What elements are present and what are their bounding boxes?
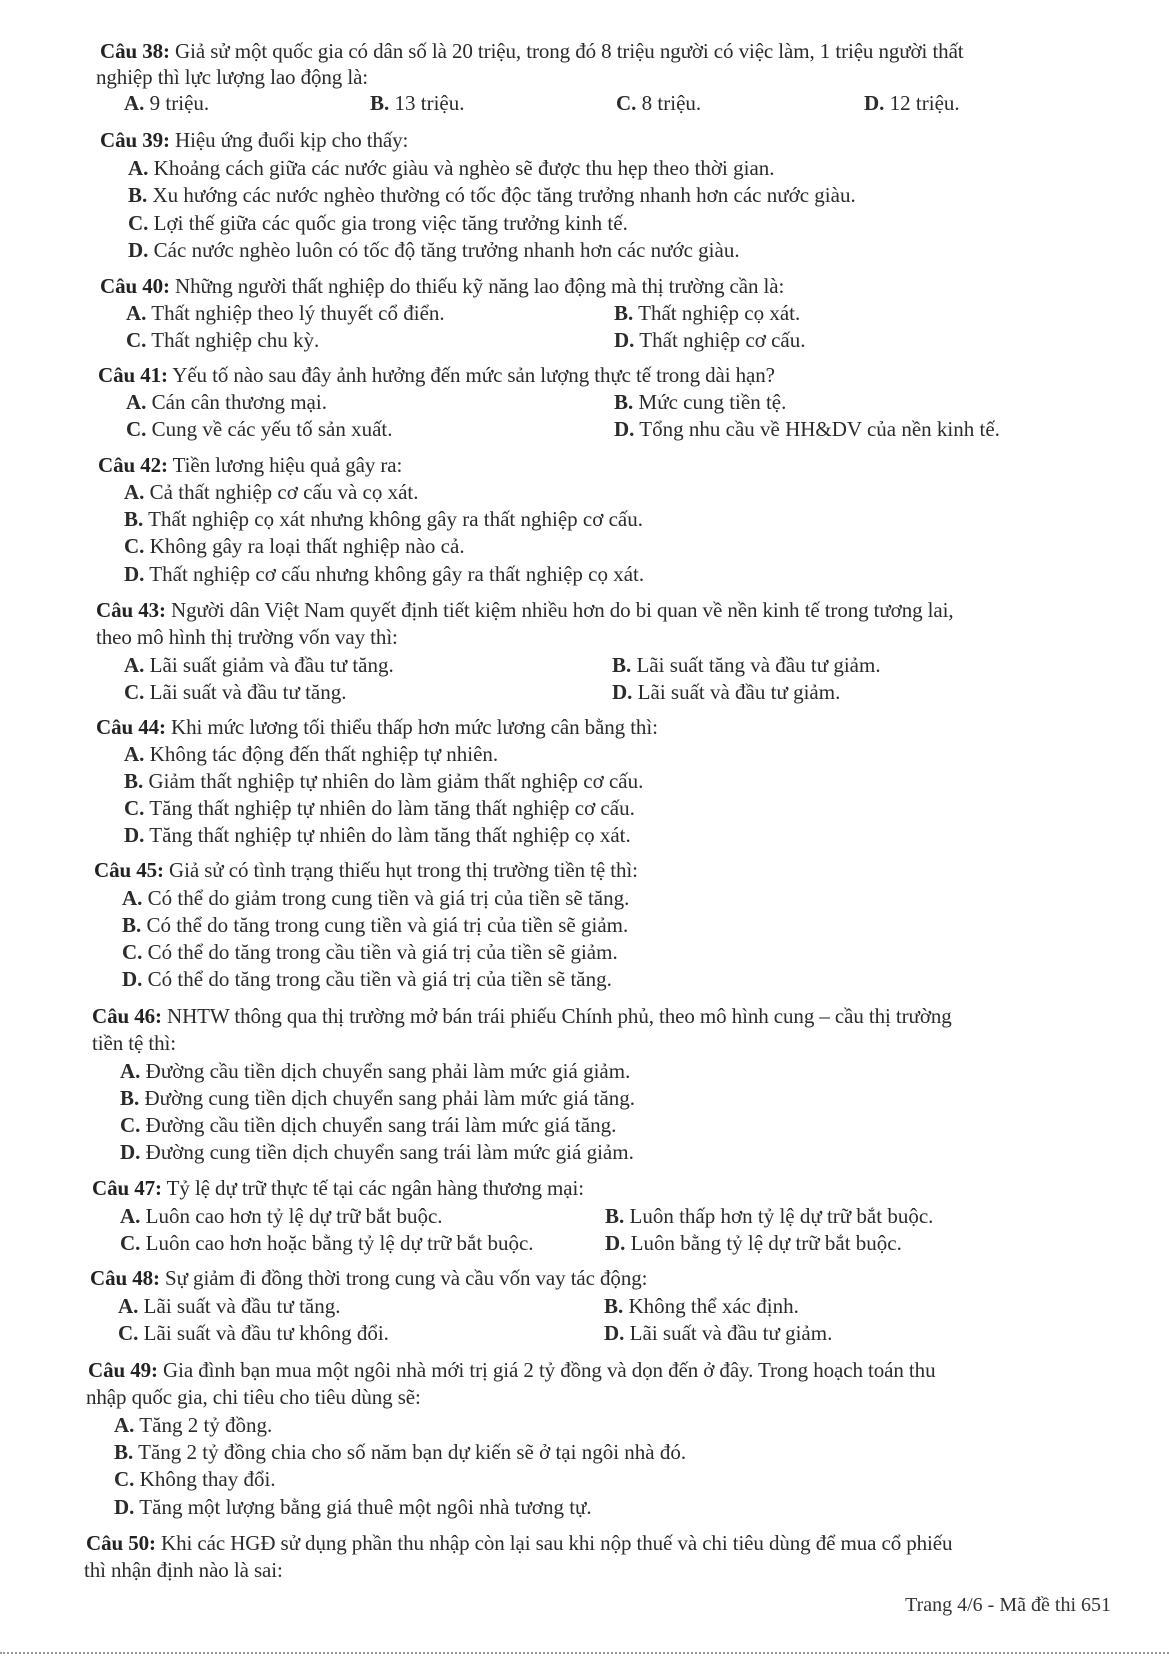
question-stem-text: NHTW thông qua thị trường mở bán trái phiếu Chính phủ, theo mô hình cung – cầu thị trường bbox=[167, 1004, 952, 1028]
option-text: 12 triệu. bbox=[889, 91, 960, 115]
option-text: Mức cung tiền tệ. bbox=[638, 390, 787, 414]
question-stem-text: Hiệu ứng đuổi kịp cho thấy: bbox=[175, 128, 409, 152]
question-number: Câu 49: bbox=[88, 1358, 158, 1382]
option-text: Tổng nhu cầu về HH&DV của nền kinh tế. bbox=[639, 417, 1000, 441]
question-48-option-d bbox=[604, 1320, 832, 1346]
option-letter: D. bbox=[605, 1231, 626, 1255]
question-stem-text: nhập quốc gia, chi tiêu cho tiêu dùng sẽ: bbox=[86, 1385, 421, 1409]
question-stem-text: tiền tệ thì: bbox=[92, 1031, 176, 1055]
question-number: Câu 46: bbox=[92, 1004, 162, 1028]
option-letter: A. bbox=[126, 390, 147, 414]
question-number: Câu 45: bbox=[94, 858, 164, 882]
question-49-option-a bbox=[114, 1412, 272, 1438]
option-text: Giảm thất nghiệp tự nhiên do làm giảm thất nghiệp cơ cấu. bbox=[148, 769, 644, 793]
option-text: Cung về các yếu tố sản xuất. bbox=[151, 417, 393, 441]
question-number: Câu 38: bbox=[100, 39, 170, 63]
question-49-option-c bbox=[114, 1466, 276, 1492]
option-text: Đường cầu tiền dịch chuyển sang trái làm mức giá tăng. bbox=[145, 1113, 617, 1137]
option-text: Luôn bằng tỷ lệ dự trữ bắt buộc. bbox=[630, 1231, 902, 1255]
option-letter: B. bbox=[120, 1086, 140, 1110]
question-number: Câu 40: bbox=[100, 274, 170, 298]
option-text: Có thể do tăng trong cung tiền và giá trị của tiền sẽ giảm. bbox=[146, 913, 629, 937]
option-text: Không thay đổi. bbox=[139, 1467, 276, 1491]
question-47-option-b bbox=[605, 1203, 933, 1229]
question-47-option-d bbox=[605, 1230, 902, 1256]
option-letter: C. bbox=[114, 1467, 135, 1491]
option-text: Đường cầu tiền dịch chuyển sang phải làm mức giá giảm. bbox=[145, 1059, 631, 1083]
option-letter: C. bbox=[122, 940, 143, 964]
question-41-option-a bbox=[126, 389, 327, 415]
option-text: Đường cung tiền dịch chuyển sang trái làm mức giá giảm. bbox=[145, 1140, 634, 1164]
option-letter: D. bbox=[128, 238, 149, 262]
option-letter: A. bbox=[120, 1059, 141, 1083]
question-40-option-b bbox=[614, 300, 800, 326]
option-letter: D. bbox=[604, 1321, 625, 1345]
option-letter: C. bbox=[126, 417, 147, 441]
question-number: Câu 42: bbox=[98, 453, 168, 477]
option-text: Luôn thấp hơn tỷ lệ dự trữ bắt buộc. bbox=[629, 1204, 934, 1228]
page-footer: Trang 4/6 - Mã đề thi 651 bbox=[905, 1594, 1111, 1616]
option-letter: D. bbox=[120, 1140, 141, 1164]
question-48-option-b bbox=[604, 1293, 799, 1319]
question-number: Câu 47: bbox=[92, 1176, 162, 1200]
option-letter: A. bbox=[126, 301, 147, 325]
question-stem-text: Người dân Việt Nam quyết định tiết kiệm nhiều hơn do bi quan về nền kinh tế trong tương lai, bbox=[171, 598, 954, 622]
question-stem-text: Giả sử có tình trạng thiếu hụt trong thị trường tiền tệ thì: bbox=[169, 858, 638, 882]
question-41-option-c bbox=[126, 416, 393, 442]
question-number: Câu 39: bbox=[100, 128, 170, 152]
question-number: Câu 44: bbox=[96, 715, 166, 739]
option-letter: A. bbox=[122, 886, 143, 910]
option-text: Cả thất nghiệp cơ cấu và cọ xát. bbox=[149, 480, 419, 504]
option-letter: C. bbox=[124, 534, 145, 558]
question-38-option-a bbox=[124, 90, 209, 116]
option-letter: A. bbox=[118, 1294, 139, 1318]
question-stem-text: thì nhận định nào là sai: bbox=[84, 1558, 283, 1582]
option-text: Không tác động đến thất nghiệp tự nhiên. bbox=[149, 742, 499, 766]
question-42-option-d bbox=[124, 561, 644, 587]
option-letter: C. bbox=[124, 680, 145, 704]
question-41-option-b bbox=[614, 389, 786, 415]
bottom-divider bbox=[0, 1652, 1169, 1654]
question-43-option-c bbox=[124, 679, 347, 705]
question-stem-text: Khi mức lương tối thiểu thấp hơn mức lương cân bằng thì: bbox=[171, 715, 658, 739]
question-46-option-d bbox=[120, 1139, 634, 1165]
question-41-option-d bbox=[614, 416, 1000, 442]
question-46-option-c bbox=[120, 1112, 616, 1138]
question-43-stem-line-1 bbox=[96, 597, 953, 623]
option-text: Thất nghiệp theo lý thuyết cổ điển. bbox=[151, 301, 445, 325]
question-44-stem bbox=[96, 714, 658, 740]
option-letter: B. bbox=[124, 507, 144, 531]
question-number: Câu 43: bbox=[96, 598, 166, 622]
option-letter: C. bbox=[616, 91, 637, 115]
question-stem-text: Tỷ lệ dự trữ thực tế tại các ngân hàng thương mại: bbox=[166, 1176, 584, 1200]
option-letter: D. bbox=[614, 417, 635, 441]
question-40-option-d bbox=[614, 327, 806, 353]
option-text: Không gây ra loại thất nghiệp nào cả. bbox=[149, 534, 465, 558]
question-38-option-c bbox=[616, 90, 701, 116]
question-48-stem bbox=[90, 1265, 647, 1291]
question-49-stem-line-2 bbox=[86, 1384, 421, 1410]
question-43-option-b bbox=[612, 652, 881, 678]
option-text: Không thể xác định. bbox=[628, 1294, 799, 1318]
option-letter: B. bbox=[124, 769, 144, 793]
question-47-stem bbox=[92, 1175, 584, 1201]
option-letter: B. bbox=[614, 390, 634, 414]
option-letter: D. bbox=[114, 1495, 135, 1519]
question-49-option-b bbox=[114, 1439, 686, 1465]
question-stem-text: Những người thất nghiệp do thiếu kỹ năng lao động mà thị trường cần là: bbox=[175, 274, 785, 298]
question-46-stem-line-2 bbox=[92, 1030, 176, 1056]
option-text: Đường cung tiền dịch chuyển sang phải làm mức giá tăng. bbox=[144, 1086, 636, 1110]
question-50-stem-line-2 bbox=[84, 1557, 283, 1583]
question-44-option-c bbox=[124, 795, 635, 821]
option-text: Lãi suất và đầu tư tăng. bbox=[149, 680, 347, 704]
option-letter: C. bbox=[120, 1231, 141, 1255]
option-letter: A. bbox=[124, 653, 145, 677]
question-49-stem-line-1 bbox=[88, 1357, 935, 1383]
question-38-option-b bbox=[370, 90, 465, 116]
question-44-option-b bbox=[124, 768, 643, 794]
option-letter: B. bbox=[370, 91, 390, 115]
question-44-option-d bbox=[124, 822, 631, 848]
option-text: Tăng 2 tỷ đồng chia cho số năm bạn dự kiến sẽ ở tại ngôi nhà đó. bbox=[138, 1440, 687, 1464]
option-letter: B. bbox=[128, 183, 148, 207]
question-47-option-a bbox=[120, 1203, 443, 1229]
option-letter: B. bbox=[114, 1440, 134, 1464]
question-45-option-b bbox=[122, 912, 628, 938]
option-text: Có thể do giảm trong cung tiền và giá trị của tiền sẽ tăng. bbox=[147, 886, 630, 910]
option-text: Xu hướng các nước nghèo thường có tốc độc tăng trưởng nhanh hơn các nước giàu. bbox=[152, 183, 856, 207]
question-42-option-b bbox=[124, 506, 643, 532]
option-letter: A. bbox=[128, 156, 149, 180]
option-text: Cán cân thương mại. bbox=[151, 390, 327, 414]
question-39-option-d bbox=[128, 237, 740, 263]
question-43-stem-line-2 bbox=[96, 624, 398, 650]
question-43-option-d bbox=[612, 679, 840, 705]
option-text: Luôn cao hơn tỷ lệ dự trữ bắt buộc. bbox=[145, 1204, 443, 1228]
question-40-option-c bbox=[126, 327, 319, 353]
question-stem-text: Sự giảm đi đồng thời trong cung và cầu vốn vay tác động: bbox=[165, 1266, 648, 1290]
option-letter: A. bbox=[114, 1413, 135, 1437]
option-letter: C. bbox=[128, 211, 149, 235]
option-text: Có thể do tăng trong cầu tiền và giá trị của tiền sẽ giảm. bbox=[147, 940, 618, 964]
option-text: Tăng thất nghiệp tự nhiên do làm tăng thất nghiệp cơ cấu. bbox=[149, 796, 635, 820]
option-text: Lãi suất và đầu tư không đổi. bbox=[143, 1321, 389, 1345]
option-text: Thất nghiệp chu kỳ. bbox=[151, 328, 320, 352]
option-letter: D. bbox=[122, 967, 143, 991]
option-text: Lãi suất tăng và đầu tư giảm. bbox=[636, 653, 881, 677]
question-46-option-a bbox=[120, 1058, 630, 1084]
option-letter: B. bbox=[604, 1294, 624, 1318]
question-49-option-d bbox=[114, 1494, 592, 1520]
option-letter: A. bbox=[124, 480, 145, 504]
question-stem-text: Yếu tố nào sau đây ảnh hưởng đến mức sản lượng thực tế trong dài hạn? bbox=[172, 363, 775, 387]
question-40-stem bbox=[100, 273, 784, 299]
question-47-option-c bbox=[120, 1230, 534, 1256]
question-number: Câu 50: bbox=[86, 1531, 156, 1555]
option-text: Lãi suất và đầu tư giảm. bbox=[629, 1321, 833, 1345]
option-text: 8 triệu. bbox=[641, 91, 702, 115]
question-stem-text: Khi các HGĐ sử dụng phần thu nhập còn lại sau khi nộp thuế và chi tiêu dùng để mua cổ phiếu bbox=[161, 1531, 953, 1555]
question-38-stem-line-2 bbox=[96, 64, 368, 90]
option-text: Thất nghiệp cọ xát. bbox=[638, 301, 801, 325]
question-42-option-c bbox=[124, 533, 465, 559]
question-50-stem-line-1 bbox=[86, 1530, 952, 1556]
option-text: Lãi suất giảm và đầu tư tăng. bbox=[149, 653, 394, 677]
question-stem-text: theo mô hình thị trường vốn vay thì: bbox=[96, 625, 398, 649]
question-44-option-a bbox=[124, 741, 498, 767]
option-text: Có thể do tăng trong cầu tiền và giá trị của tiền sẽ tăng. bbox=[147, 967, 612, 991]
question-48-option-c bbox=[118, 1320, 389, 1346]
option-letter: A. bbox=[120, 1204, 141, 1228]
question-40-option-a bbox=[126, 300, 445, 326]
option-letter: C. bbox=[124, 796, 145, 820]
option-text: Lợi thế giữa các quốc gia trong việc tăng trưởng kinh tế. bbox=[153, 211, 628, 235]
option-letter: A. bbox=[124, 742, 145, 766]
option-letter: B. bbox=[612, 653, 632, 677]
question-42-option-a bbox=[124, 479, 419, 505]
option-letter: C. bbox=[118, 1321, 139, 1345]
option-text: Thất nghiệp cơ cấu nhưng không gây ra thất nghiệp cọ xát. bbox=[149, 562, 645, 586]
option-letter: D. bbox=[124, 823, 145, 847]
question-stem-text: Tiền lương hiệu quả gây ra: bbox=[172, 453, 403, 477]
option-letter: D. bbox=[612, 680, 633, 704]
question-39-option-c bbox=[128, 210, 628, 236]
option-text: 13 triệu. bbox=[394, 91, 465, 115]
question-stem-text: Gia đình bạn mua một ngôi nhà mới trị giá 2 tỷ đồng và dọn đến ở đây. Trong hoạch toán thu bbox=[163, 1358, 936, 1382]
question-45-option-c bbox=[122, 939, 618, 965]
option-text: Khoảng cách giữa các nước giàu và nghèo sẽ được thu hẹp theo thời gian. bbox=[153, 156, 775, 180]
question-number: Câu 48: bbox=[90, 1266, 160, 1290]
question-45-stem bbox=[94, 857, 638, 883]
option-letter: C. bbox=[126, 328, 147, 352]
question-48-option-a bbox=[118, 1293, 341, 1319]
question-42-stem bbox=[98, 452, 402, 478]
option-letter: C. bbox=[120, 1113, 141, 1137]
option-text: Tăng 2 tỷ đồng. bbox=[139, 1413, 273, 1437]
option-letter: A. bbox=[124, 91, 145, 115]
question-39-option-a bbox=[128, 155, 775, 181]
question-stem-text: Giả sử một quốc gia có dân số là 20 triệu, trong đó 8 triệu người có việc làm, 1 triệu người thất bbox=[175, 39, 964, 63]
question-39-stem bbox=[100, 127, 408, 153]
option-text: Lãi suất và đầu tư tăng. bbox=[143, 1294, 341, 1318]
option-text: Các nước nghèo luôn có tốc độ tăng trưởng nhanh hơn các nước giàu. bbox=[153, 238, 740, 262]
option-text: Tăng thất nghiệp tự nhiên do làm tăng thất nghiệp cọ xát. bbox=[149, 823, 631, 847]
option-letter: D. bbox=[864, 91, 885, 115]
question-38-stem-line-1 bbox=[100, 38, 964, 64]
option-letter: B. bbox=[122, 913, 142, 937]
question-41-stem bbox=[98, 362, 775, 388]
option-text: Tăng một lượng bằng giá thuê một ngôi nhà tương tự. bbox=[139, 1495, 592, 1519]
question-stem-text: nghiệp thì lực lượng lao động là: bbox=[96, 65, 369, 89]
question-39-option-b bbox=[128, 182, 856, 208]
question-43-option-a bbox=[124, 652, 394, 678]
option-letter: B. bbox=[614, 301, 634, 325]
question-46-option-b bbox=[120, 1085, 635, 1111]
option-text: Lãi suất và đầu tư giảm. bbox=[637, 680, 841, 704]
option-letter: D. bbox=[124, 562, 145, 586]
question-45-option-d bbox=[122, 966, 612, 992]
option-text: Thất nghiệp cơ cấu. bbox=[639, 328, 806, 352]
option-text: Thất nghiệp cọ xát nhưng không gây ra thất nghiệp cơ cấu. bbox=[148, 507, 643, 531]
option-letter: B. bbox=[605, 1204, 625, 1228]
question-45-option-a bbox=[122, 885, 629, 911]
option-text: 9 triệu. bbox=[149, 91, 210, 115]
question-38-option-d bbox=[864, 90, 960, 116]
question-number: Câu 41: bbox=[98, 363, 168, 387]
question-46-stem-line-1 bbox=[92, 1003, 952, 1029]
option-text: Luôn cao hơn hoặc bằng tỷ lệ dự trữ bắt buộc. bbox=[145, 1231, 534, 1255]
option-letter: D. bbox=[614, 328, 635, 352]
